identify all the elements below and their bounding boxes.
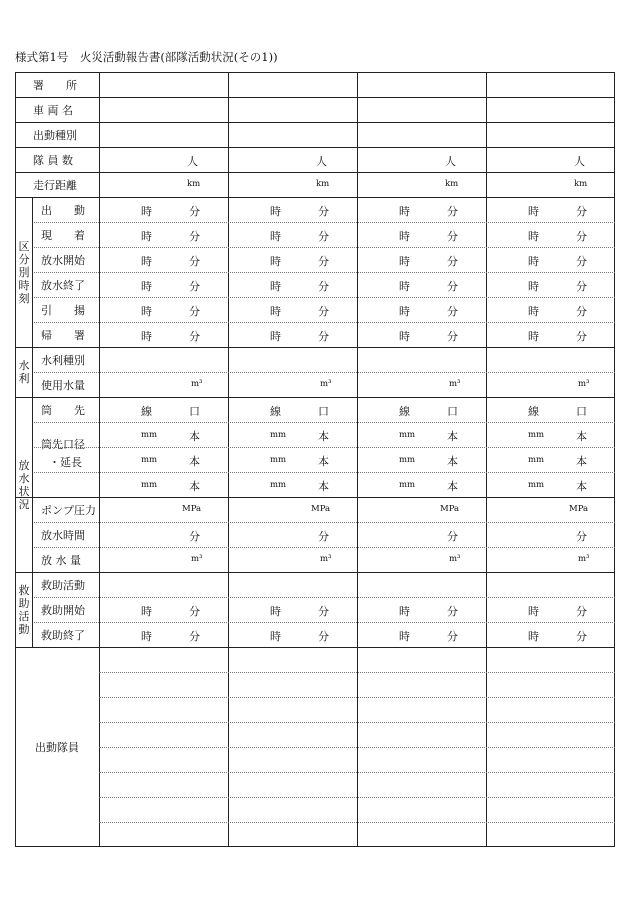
- unit-count: 本: [189, 430, 200, 443]
- unit-minute: 分: [189, 305, 200, 318]
- row-subdivider: [32, 622, 615, 623]
- unit-minute: 分: [576, 305, 587, 318]
- unit-minute: 分: [576, 255, 587, 268]
- unit-minute: 分: [576, 530, 587, 543]
- unit-minute: 分: [189, 330, 200, 343]
- member-row-subdivider: [99, 697, 615, 698]
- unit-count: 本: [576, 430, 587, 443]
- unit-hour: 時: [141, 230, 152, 243]
- unit-hour: 時: [399, 230, 410, 243]
- unit-minute: 分: [318, 205, 329, 218]
- row-subdivider: [32, 447, 615, 448]
- row-divider: [15, 347, 615, 348]
- column-divider: [486, 72, 487, 847]
- unit-mm: mm: [270, 430, 287, 440]
- form-title: 様式第1号 火災活動報告書(部隊活動状況(その1)): [15, 50, 278, 64]
- rescue-end-label: 救助終了: [41, 628, 85, 642]
- dispatch-time-label: 出 動: [41, 203, 85, 217]
- unit-mm: mm: [528, 455, 545, 465]
- unit-port: 口: [189, 405, 200, 418]
- unit-line: 線: [141, 405, 152, 418]
- unit-minute: 分: [447, 280, 458, 293]
- unit-minute: 分: [318, 305, 329, 318]
- dispatch-type-label: 出動種別: [33, 128, 77, 142]
- unit-hour: 時: [528, 605, 539, 618]
- unit-hour: 時: [399, 255, 410, 268]
- unit-mpa: MPa: [569, 504, 589, 514]
- table-top-border: [15, 72, 615, 73]
- unit-port: 口: [318, 405, 329, 418]
- water-start-time-label: 放水開始: [41, 253, 85, 267]
- unit-minute: 分: [447, 530, 458, 543]
- unit-minute: 分: [447, 605, 458, 618]
- unit-hour: 時: [141, 330, 152, 343]
- pump-pressure-label: ポンプ圧力: [41, 503, 96, 517]
- unit-hour: 時: [528, 280, 539, 293]
- row-divider: [15, 197, 615, 198]
- unit-minute: 分: [189, 205, 200, 218]
- unit-hour: 時: [270, 205, 281, 218]
- unit-minute: 分: [576, 630, 587, 643]
- row-subdivider: [32, 422, 615, 423]
- unit-m3: m³: [191, 554, 203, 564]
- unit-km: km: [574, 179, 588, 189]
- row-divider: [15, 647, 615, 648]
- unit-hour: 時: [141, 305, 152, 318]
- unit-port: 口: [447, 405, 458, 418]
- unit-m3: m³: [578, 379, 590, 389]
- unit-line: 線: [399, 405, 410, 418]
- unit-minute: 分: [318, 255, 329, 268]
- unit-minute: 分: [318, 630, 329, 643]
- member-row-subdivider: [99, 772, 615, 773]
- unit-minute: 分: [576, 330, 587, 343]
- unit-mm: mm: [399, 480, 416, 490]
- nozzle-label: 筒 先: [41, 403, 85, 417]
- column-divider: [228, 72, 229, 847]
- row-subdivider: [32, 472, 615, 473]
- distance-label: 走行距離: [33, 178, 77, 192]
- row-subdivider: [32, 247, 615, 248]
- unit-count: 本: [576, 480, 587, 493]
- row-subdivider: [32, 297, 615, 298]
- member-row-subdivider: [99, 797, 615, 798]
- unit-person: 人: [187, 155, 198, 168]
- unit-hour: 時: [141, 280, 152, 293]
- unit-mm: mm: [270, 455, 287, 465]
- unit-hour: 時: [399, 280, 410, 293]
- member-row-subdivider: [99, 747, 615, 748]
- row-subdivider: [32, 597, 615, 598]
- group-column-divider: [32, 397, 33, 572]
- member-row-subdivider: [99, 672, 615, 673]
- unit-minute: 分: [447, 305, 458, 318]
- unit-hour: 時: [528, 305, 539, 318]
- unit-person: 人: [316, 155, 327, 168]
- unit-minute: 分: [447, 230, 458, 243]
- unit-mm: mm: [270, 480, 287, 490]
- rescue-activity-label: 救助活動: [41, 578, 85, 592]
- unit-count: 本: [189, 455, 200, 468]
- unit-hour: 時: [141, 255, 152, 268]
- unit-hour: 時: [399, 205, 410, 218]
- unit-km: km: [187, 179, 201, 189]
- unit-person: 人: [445, 155, 456, 168]
- unit-minute: 分: [576, 205, 587, 218]
- unit-km: km: [445, 179, 459, 189]
- unit-m3: m³: [449, 554, 461, 564]
- unit-person: 人: [574, 155, 585, 168]
- unit-count: 本: [447, 430, 458, 443]
- unit-minute: 分: [318, 330, 329, 343]
- unit-mm: mm: [141, 480, 158, 490]
- unit-minute: 分: [576, 605, 587, 618]
- unit-minute: 分: [576, 230, 587, 243]
- activity-report-table: [15, 72, 615, 847]
- unit-hour: 時: [528, 255, 539, 268]
- group-column-divider: [32, 197, 33, 347]
- unit-hour: 時: [270, 605, 281, 618]
- unit-minute: 分: [447, 630, 458, 643]
- row-subdivider: [32, 372, 615, 373]
- unit-hour: 時: [399, 330, 410, 343]
- unit-m3: m³: [578, 554, 590, 564]
- crew-count-label: 隊 員 数: [33, 153, 73, 167]
- row-divider: [15, 147, 615, 148]
- unit-count: 本: [447, 455, 458, 468]
- unit-mm: mm: [528, 480, 545, 490]
- unit-minute: 分: [189, 255, 200, 268]
- unit-count: 本: [318, 455, 329, 468]
- table-bottom-border: [15, 846, 615, 847]
- unit-m3: m³: [449, 379, 461, 389]
- water-used-label: 使用水量: [41, 378, 85, 392]
- unit-count: 本: [189, 480, 200, 493]
- unit-mm: mm: [141, 430, 158, 440]
- withdraw-time-label: 引 揚: [41, 303, 85, 317]
- return-time-label: 帰 署: [41, 328, 85, 342]
- rescue-start-label: 救助開始: [41, 603, 85, 617]
- group-column-divider: [32, 347, 33, 397]
- unit-hour: 時: [141, 205, 152, 218]
- vehicle-label: 車 両 名: [33, 103, 73, 117]
- time-group-label: 区 分 別 時 刻: [18, 239, 30, 305]
- unit-m3: m³: [320, 554, 332, 564]
- unit-hour: 時: [528, 330, 539, 343]
- unit-port: 口: [576, 405, 587, 418]
- unit-minute: 分: [189, 530, 200, 543]
- row-divider: [15, 497, 615, 498]
- row-subdivider: [32, 222, 615, 223]
- table-right-border: [614, 72, 615, 847]
- row-divider: [15, 97, 615, 98]
- unit-minute: 分: [576, 280, 587, 293]
- member-row-subdivider: [99, 822, 615, 823]
- unit-hour: 時: [270, 330, 281, 343]
- unit-mm: mm: [141, 455, 158, 465]
- unit-hour: 時: [270, 305, 281, 318]
- unit-mm: mm: [528, 430, 545, 440]
- unit-minute: 分: [318, 530, 329, 543]
- unit-line: 線: [270, 405, 281, 418]
- unit-minute: 分: [447, 255, 458, 268]
- unit-count: 本: [447, 480, 458, 493]
- rescue-group-label: 救 助 活 動: [18, 583, 30, 636]
- column-divider: [99, 72, 100, 847]
- unit-hour: 時: [141, 605, 152, 618]
- unit-hour: 時: [528, 630, 539, 643]
- unit-count: 本: [576, 455, 587, 468]
- row-divider: [15, 122, 615, 123]
- water-type-label: 水利種別: [41, 353, 85, 367]
- unit-minute: 分: [318, 605, 329, 618]
- spray-volume-label: 放 水 量: [41, 553, 81, 567]
- row-subdivider: [32, 547, 615, 548]
- station-label: 署 所: [33, 78, 77, 92]
- unit-count: 本: [318, 430, 329, 443]
- row-subdivider: [32, 272, 615, 273]
- nozzle-caliber-label: 筒先口径: [41, 438, 85, 451]
- unit-mm: mm: [399, 455, 416, 465]
- row-divider: [15, 172, 615, 173]
- unit-hour: 時: [270, 255, 281, 268]
- unit-hour: 時: [528, 230, 539, 243]
- spray-time-label: 放水時間: [41, 528, 85, 542]
- unit-minute: 分: [318, 230, 329, 243]
- unit-minute: 分: [189, 605, 200, 618]
- unit-mpa: MPa: [182, 504, 202, 514]
- unit-hour: 時: [141, 630, 152, 643]
- unit-hour: 時: [270, 630, 281, 643]
- unit-mpa: MPa: [311, 504, 331, 514]
- unit-minute: 分: [318, 280, 329, 293]
- unit-mm: mm: [399, 430, 416, 440]
- spray-group-label: 放 水 状 況: [18, 458, 30, 511]
- arrival-time-label: 現 着: [41, 228, 85, 242]
- member-row-subdivider: [99, 722, 615, 723]
- unit-minute: 分: [189, 280, 200, 293]
- column-divider: [357, 72, 358, 847]
- nozzle-extension-label: ・延長: [49, 456, 82, 469]
- unit-hour: 時: [270, 280, 281, 293]
- water-group-label: 水 利: [18, 359, 30, 385]
- unit-m3: m³: [320, 379, 332, 389]
- row-divider: [15, 397, 615, 398]
- unit-m3: m³: [191, 379, 203, 389]
- unit-hour: 時: [399, 305, 410, 318]
- unit-hour: 時: [399, 630, 410, 643]
- row-subdivider: [32, 322, 615, 323]
- unit-minute: 分: [447, 330, 458, 343]
- members-label: 出動隊員: [35, 741, 79, 754]
- unit-count: 本: [318, 480, 329, 493]
- unit-minute: 分: [189, 230, 200, 243]
- row-subdivider: [32, 522, 615, 523]
- unit-mpa: MPa: [440, 504, 460, 514]
- water-end-time-label: 放水終了: [41, 278, 85, 292]
- unit-hour: 時: [528, 205, 539, 218]
- unit-hour: 時: [399, 605, 410, 618]
- unit-line: 線: [528, 405, 539, 418]
- unit-minute: 分: [447, 205, 458, 218]
- unit-hour: 時: [270, 230, 281, 243]
- unit-km: km: [316, 179, 330, 189]
- row-divider: [15, 572, 615, 573]
- group-column-divider: [32, 572, 33, 647]
- unit-minute: 分: [189, 630, 200, 643]
